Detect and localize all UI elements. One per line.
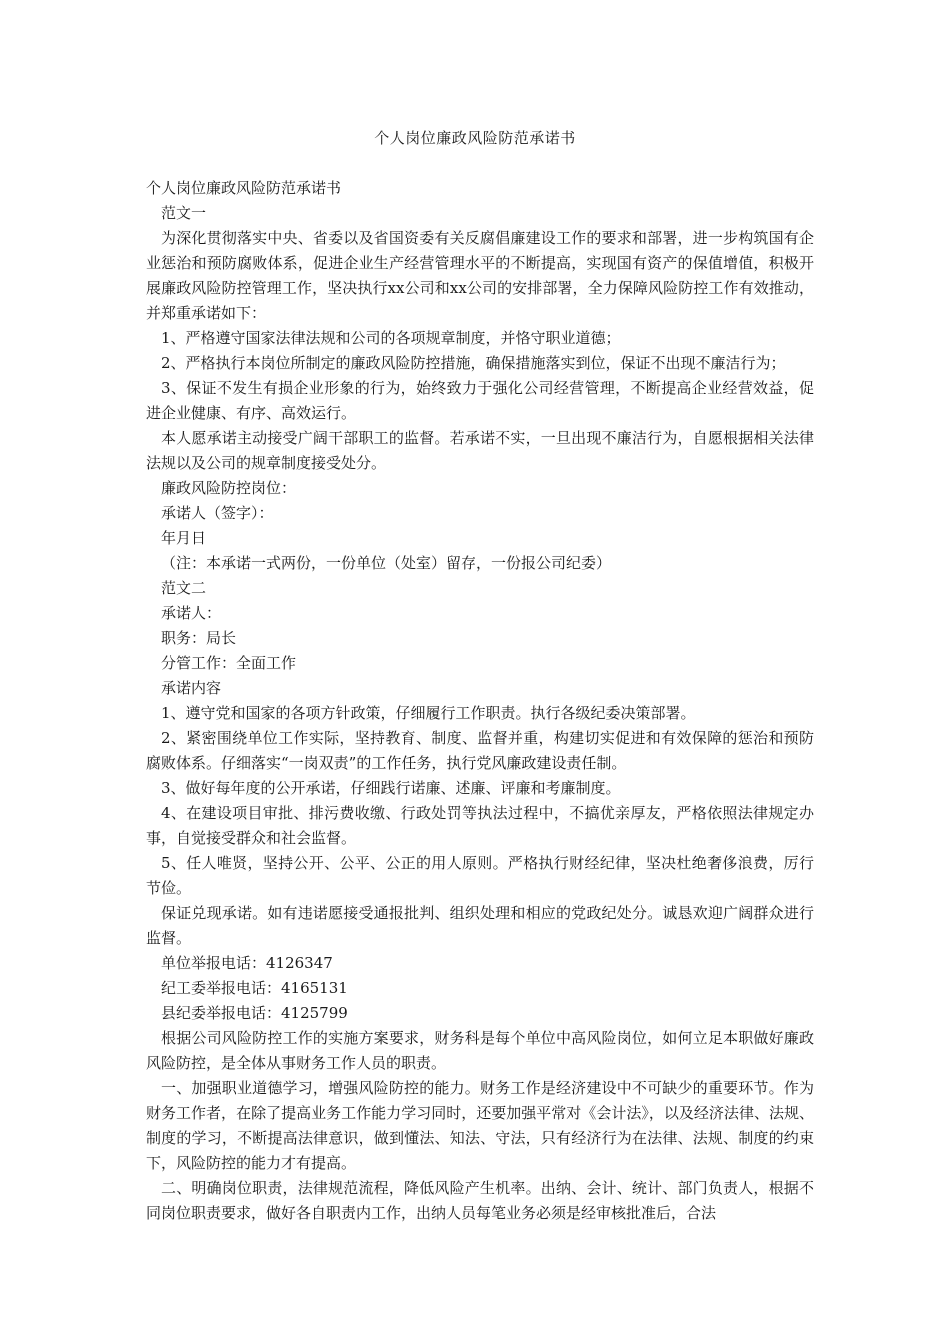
paragraph: 5、任人唯贤，坚持公开、公平、公正的用人原则。严格执行财经纪律，坚决杜绝奢侈浪费，厉行节俭。	[146, 854, 814, 897]
paragraph: 单位举报电话：4126347	[161, 954, 333, 972]
paragraph: 保证兑现承诺。如有违诺愿接受通报批判、组织处理和相应的党政纪处分。诚恳欢迎广阔群众进行监督。	[146, 904, 814, 947]
paragraph: 2、紧密围绕单位工作实际，坚持教育、制度、监督并重，构建切实促进和有效保障的惩治和预防腐败体系。仔细落实“一岗双责”的工作任务，执行党风廉政建设责任制。	[146, 729, 814, 772]
paragraph: 年月日	[161, 529, 207, 547]
paragraph: 范文二	[161, 579, 207, 597]
document-body	[146, 176, 814, 1226]
paragraph: 廉政风险防控岗位：	[161, 479, 297, 497]
paragraph: 二、明确岗位职责，法律规范流程，降低风险产生机率。出纳、会计、统计、部门负责人，根据不同岗位职责要求，做好各自职责内工作，出纳人员每笔业务必须是经审核批准后，合法	[146, 1179, 814, 1222]
paragraph: 3、做好每年度的公开承诺，仔细践行诺廉、述廉、评廉和考廉制度。	[161, 779, 621, 797]
document-title: 个人岗位廉政风险防范承诺书	[374, 129, 576, 147]
paragraph: 分管工作：全面工作	[161, 654, 297, 672]
paragraph: 范文一	[161, 204, 207, 222]
paragraph: 个人岗位廉政风险防范承诺书	[146, 179, 342, 197]
paragraph: 1、严格遵守国家法律法规和公司的各项规章制度，并恪守职业道德；	[161, 329, 621, 347]
paragraph: 纪工委举报电话：4165131	[161, 979, 348, 997]
paragraph: （注：本承诺一式两份，一份单位（处室）留存，一份报公司纪委）	[161, 554, 612, 572]
paragraph: 县纪委举报电话：4125799	[161, 1004, 348, 1022]
paragraph: 3、保证不发生有损企业形象的行为，始终致力于强化公司经营管理，不断提高企业经营效益，促进企业健康、有序、高效运行。	[146, 379, 814, 422]
paragraph: 2、严格执行本岗位所制定的廉政风险防控措施，确保措施落实到位，保证不出现不廉洁行为；	[161, 354, 786, 372]
paragraph: 承诺内容	[161, 679, 222, 697]
paragraph: 本人愿承诺主动接受广阔干部职工的监督。若承诺不实，一旦出现不廉洁行为，自愿根据相关法律法规以及公司的规章制度接受处分。	[146, 429, 814, 472]
paragraph: 根据公司风险防控工作的实施方案要求，财务科是每个单位中高风险岗位，如何立足本职做好廉政风险防控，是全体从事财务工作人员的职责。	[146, 1029, 814, 1072]
paragraph: 4、在建设项目审批、排污费收缴、行政处罚等执法过程中，不搞优亲厚友，严格依照法律规定办事，自觉接受群众和社会监督。	[146, 804, 814, 847]
paragraph: 为深化贯彻落实中央、省委以及省国资委有关反腐倡廉建设工作的要求和部署，进一步构筑国有企业惩治和预防腐败体系，促进企业生产经营管理水平的不断提高，实现国有资产的保值增值，积极开展廉政风险防控管理工作，坚决执行xx公司和xx公司的安排部署，全力保障风险防控工作有效推动，并郑重承诺如下：	[146, 229, 814, 322]
paragraph: 1、遵守党和国家的各项方针政策，仔细履行工作职责。执行各级纪委决策部署。	[161, 704, 696, 722]
paragraph: 职务：局长	[161, 629, 237, 647]
paragraph: 承诺人（签字）：	[161, 504, 274, 522]
paragraph: 一、加强职业道德学习，增强风险防控的能力。财务工作是经济建设中不可缺少的重要环节。作为财务工作者，在除了提高业务工作能力学习同时，还要加强平常对《会计法》，以及经济法律、法规、制度的学习，不断提高法律意识，做到懂法、知法、守法，只有经济行为在法律、法规、制度的约束下，风险防控的能力才有提高。	[146, 1079, 814, 1172]
paragraph: 承诺人：	[161, 604, 222, 622]
